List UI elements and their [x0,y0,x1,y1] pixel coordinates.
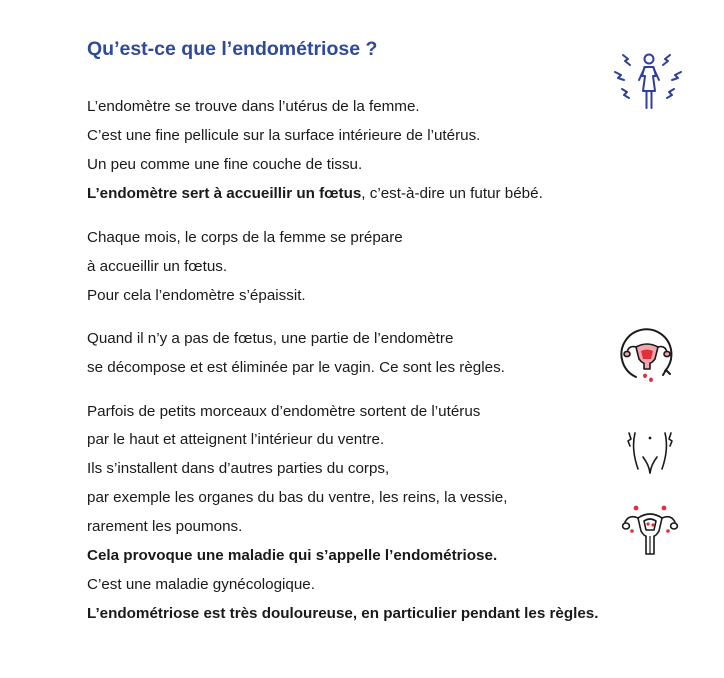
text-line: Parfois de petits morceaux d’endomètre sortent de l’utérus [87,403,481,420]
woman-in-pain-icon [612,50,684,112]
text-line: C’est une fine pellicule sur la surface intérieure de l’utérus. [87,127,481,144]
lower-abdomen-icon [624,425,676,475]
text-line: C’est une maladie gynécologique. [87,576,315,593]
text-line: se décompose et est éliminée par le vagin. Ce sont les règles. [87,359,505,376]
text-line: Chaque mois, le corps de la femme se prépare [87,229,403,246]
text-line: Pour cela l’endomètre s’épaissit. [87,287,306,304]
text-line: par exemple les organes du bas du ventre, les reins, la vessie, [87,489,508,506]
text-line: rarement les poumons. [87,518,243,535]
text-line: L’endomètre se trouve dans l’utérus de la femme. [87,98,420,115]
page-title: Qu’est-ce que l’endométriose ? [87,38,378,60]
text-line: L’endomètre sert à accueillir un fœtus, c’est-à-dire un futur bébé. [87,185,543,202]
text-line: Quand il n’y a pas de fœtus, une partie de l’endomètre [87,330,454,347]
text-line: L’endométriose est très douloureuse, en particulier pendant les règles. [87,605,599,622]
text-line: à accueillir un fœtus. [87,258,228,275]
text-line: Cela provoque une maladie qui s’appelle l’endométriose. [87,547,498,564]
text-line: Ils s’installent dans d’autres parties du corps, [87,460,390,477]
uterus-cycle-icon [615,325,679,385]
uterus-endometriosis-icon [620,500,680,558]
text-line: Un peu comme une fine couche de tissu. [87,156,363,173]
text-line: par le haut et atteignent l’intérieur du ventre. [87,431,385,448]
